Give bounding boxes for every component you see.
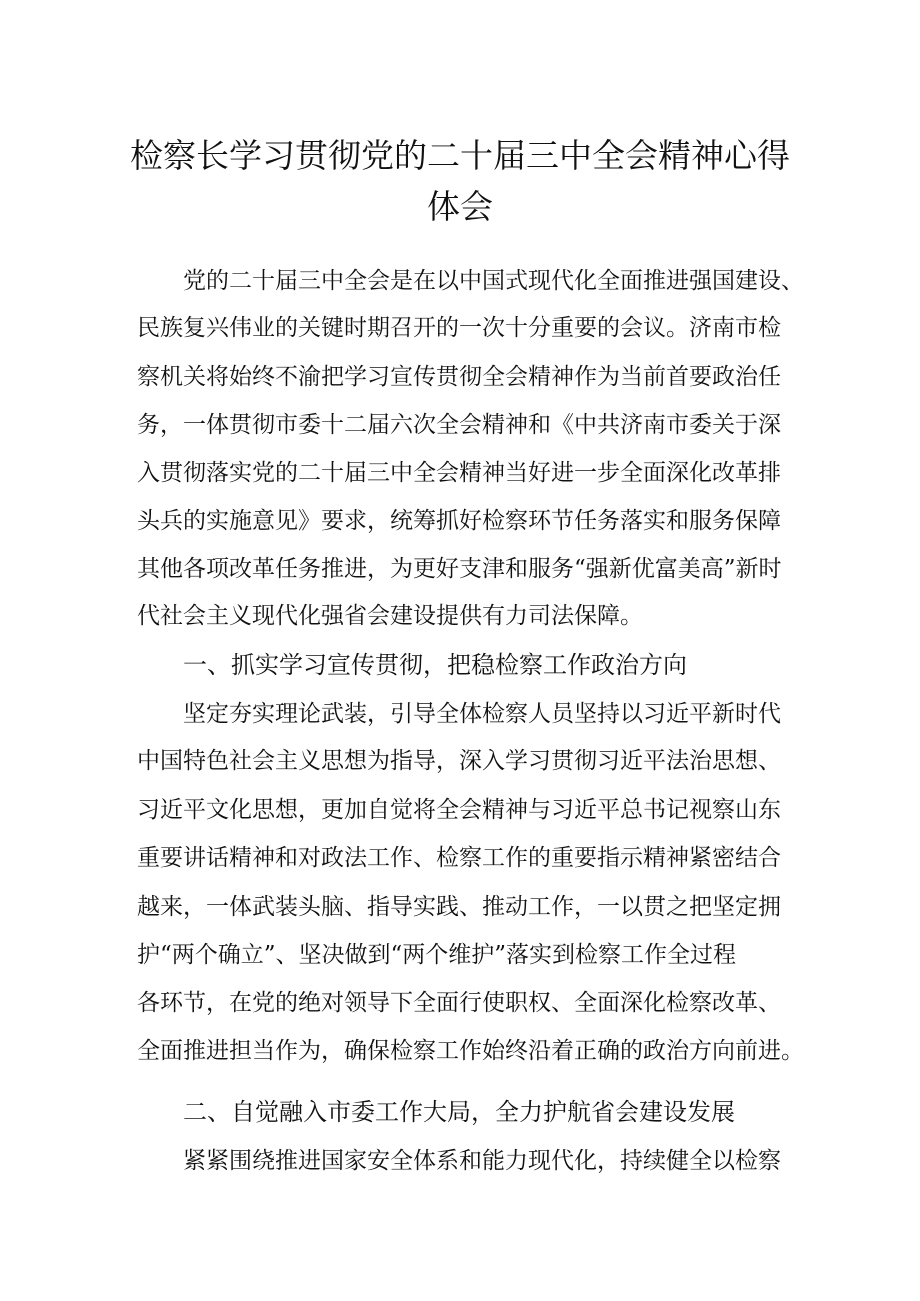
paragraph-line: 坚定夯实理论武装，引导全体检察人员坚持以习近平新时代 bbox=[183, 701, 781, 727]
paragraph-line: 越来，一体武装头脑、指导实践、推动工作，一以贯之把坚定拥 bbox=[137, 894, 781, 920]
section-heading-2: 二、自觉融入市委工作大局，全力护航省会建设发展 bbox=[183, 1098, 735, 1126]
paragraph-line: 察机关将始终不渝把学习宣传贯彻全会精神作为当前首要政治任 bbox=[137, 364, 781, 390]
paragraph-line: 全面推进担当作为，确保检察工作始终沿着正确的政治方向前进。 bbox=[137, 1038, 804, 1064]
paragraph-line: 务，一体贯彻市委十二届六次全会精神和《中共济南市委关于深 bbox=[137, 412, 781, 438]
paragraph-line: 护“两个确立”、坚决做到“两个维护”落实到检察工作全过程 bbox=[137, 942, 737, 968]
paragraph-line: 紧紧围绕推进国家安全体系和能力现代化，持续健全以检察 bbox=[183, 1148, 781, 1174]
paragraph-line: 民族复兴伟业的关键时期召开的一次十分重要的会议。济南市检 bbox=[137, 315, 781, 341]
paragraph-line: 代社会主义现代化强省会建设提供有力司法保障。 bbox=[137, 603, 643, 629]
paragraph-line: 其他各项改革任务推进，为更好支津和服务“强新优富美高”新时 bbox=[137, 556, 782, 582]
document-title: 检察长学习贯彻党的二十届三中全会精神心得 bbox=[130, 136, 790, 175]
paragraph-line: 习近平文化思想，更加自觉将全会精神与习近平总书记视察山东 bbox=[137, 797, 781, 823]
paragraph-line: 党的二十届三中全会是在以中国式现代化全面推进强国建设、 bbox=[183, 268, 804, 294]
paragraph-line: 入贯彻落实党的二十届三中全会精神当好进一步全面深化改革排 bbox=[137, 460, 781, 486]
paragraph-line: 中国特色社会主义思想为指导，深入学习贯彻习近平法治思想、 bbox=[137, 748, 781, 774]
paragraph-line: 各环节，在党的绝对领导下全面行使职权、全面深化检察改革、 bbox=[137, 990, 781, 1016]
paragraph-line: 头兵的实施意见》要求，统筹抓好检察环节任务落实和服务保障 bbox=[137, 508, 781, 534]
document-title-continuation: 体会 bbox=[427, 187, 493, 226]
section-heading-1: 一、抓实学习宣传贯彻，把稳检察工作政治方向 bbox=[183, 651, 687, 679]
paragraph-line: 重要讲话精神和对政法工作、检察工作的重要指示精神紧密结合 bbox=[137, 845, 781, 871]
